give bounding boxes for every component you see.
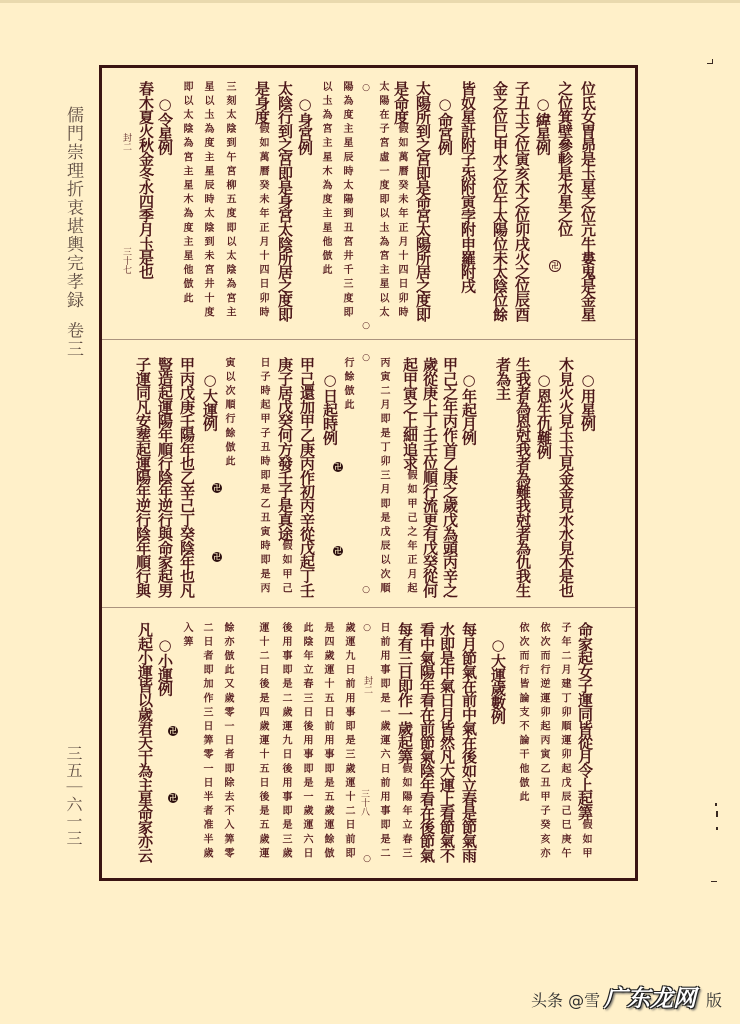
text-column xyxy=(555,81,575,236)
annotation-column xyxy=(512,622,532,805)
heading-text: ○日起時例 xyxy=(321,371,339,445)
annotation-text: 假如甲己 xyxy=(280,540,291,597)
section-heading xyxy=(200,371,220,430)
annotation-column xyxy=(336,81,356,321)
seal-icon: 卍 xyxy=(169,726,177,735)
text-column xyxy=(177,357,197,597)
section-heading xyxy=(533,95,553,154)
annotation-column xyxy=(373,357,393,597)
annotation-text: 星以圡為度主星辰時太陰到未宮井十度 xyxy=(202,81,213,321)
heading-text: ○緯星例 xyxy=(534,95,552,155)
column-text: 子運同凡安塟起運陽年逆行陰年順行與 xyxy=(134,357,152,597)
annotation-text: 歲運九日前用事即是三歲運十二日前即 xyxy=(343,622,354,862)
tier-divider-2 xyxy=(102,607,635,608)
text-column xyxy=(459,622,479,862)
column-text: 庚子居戊癸何方發壬子是真途 xyxy=(276,357,294,541)
annotation-column xyxy=(252,622,272,862)
text-column xyxy=(493,357,513,399)
annotation-text: 假如萬曆癸未年正月十四日卯時 xyxy=(396,123,407,321)
annotation-text: 入筭 xyxy=(181,622,192,651)
section-heading xyxy=(578,371,598,430)
leaf-number: 三十八 xyxy=(359,789,369,816)
annotation-text: 依次而行逆運卯起丙寅乙丑甲子癸亥亦 xyxy=(538,622,549,862)
column-text: 甲己之年丙作首乙庚之歲戊為頭丙辛之 xyxy=(441,357,459,597)
heading-text: ○大運歲數例 xyxy=(489,636,507,724)
column-text: 木見火火見圡圡見金金見水水見木是也 xyxy=(557,357,575,597)
watermark-prefix: 头条 @雪 xyxy=(531,991,601,1010)
annotation-column xyxy=(533,622,553,862)
heading-text: ○小運例 xyxy=(156,636,174,696)
text-column xyxy=(135,622,155,862)
annotation-column xyxy=(275,622,295,862)
text-column xyxy=(512,81,532,321)
scan-mark xyxy=(712,59,713,63)
annotation-text: 以圡為宮主星木為度主星他倣此 xyxy=(320,81,331,279)
column-text: 之位箕壁參軫是水星之位 xyxy=(556,81,574,237)
section-heading xyxy=(459,371,479,445)
column-text: 每有三日即作一歲起筭 xyxy=(396,622,414,764)
column-text: 每月節氣在前中氣在後如立春是節氣雨 xyxy=(460,622,478,862)
book-title-margin xyxy=(61,106,85,359)
volume-label: 卷三 xyxy=(63,321,83,359)
text-column xyxy=(440,357,460,597)
annotation-column xyxy=(372,81,392,321)
annotation-text: 依次而行皆論支不論干他倣此 xyxy=(517,622,528,806)
column-text: 命家起女子運同皆從月令上起筭 xyxy=(576,622,594,820)
column-text: 看中氣陽年看在前節氣陰年看在後節氣 xyxy=(418,622,436,862)
seal-icon: 卍 xyxy=(334,462,342,471)
text-column xyxy=(420,357,440,597)
heading-text: ○年起月例 xyxy=(460,371,478,445)
annotation-column xyxy=(196,622,216,862)
annotation-text: 寅以次順行餘倣此 xyxy=(223,357,234,470)
annotation-column xyxy=(373,622,393,862)
annotation-column xyxy=(253,357,273,597)
page-number: 三五｜六一三 xyxy=(64,745,83,847)
annotation-text: 太陽在子宮虛一度即以圡為宮主星以太 xyxy=(377,81,388,321)
column-text: 甲己還加甲乙庚丙作初丙辛從戊起丁壬 xyxy=(298,357,316,597)
text-column xyxy=(437,622,457,862)
text-column xyxy=(458,81,478,293)
text-column xyxy=(417,622,437,862)
text-column xyxy=(275,357,295,597)
column-text: 歲從庚上丁壬壬位順行流更有戊癸從何 xyxy=(421,357,439,597)
annotation-text: 日前用事即是一歲運六日前用事即是二 xyxy=(378,622,389,862)
section-heading xyxy=(155,95,175,154)
text-column xyxy=(513,357,533,597)
scan-top-edge xyxy=(0,0,740,3)
text-column xyxy=(490,81,510,321)
seal-outline-icon: 卍 xyxy=(549,260,561,272)
heading-text: ○令星例 xyxy=(156,95,174,155)
annotation-text: 陽為度主星辰時太陽到丑宮井千三度即 xyxy=(341,81,352,321)
section-heading xyxy=(155,636,175,695)
text-column xyxy=(391,81,411,321)
annotation-text: 是四歲運十五日前用事即是五歲運餘倣 xyxy=(322,622,333,862)
text-column xyxy=(297,357,317,597)
text-column xyxy=(556,357,576,597)
text-column xyxy=(578,81,598,321)
annotation-text: 日子時起甲子丑時即是乙丑寅時即是丙 xyxy=(258,357,269,597)
annotation-column xyxy=(338,622,358,862)
column-text: 起甲寅之上細追求 xyxy=(401,357,419,470)
column-text: 位氐女胃昴是圡星之位亢牛婁鬼是金星 xyxy=(579,81,597,321)
text-column xyxy=(252,81,272,321)
column-text: 皆奴星計附子炁附寅孛附申羅附戌 xyxy=(459,81,477,293)
column-text: 生我者為恩尅我者為難我尅者為仇我生 xyxy=(514,357,532,597)
text-column xyxy=(275,81,295,321)
seal-icon: 卍 xyxy=(213,552,221,561)
section-heading xyxy=(435,95,455,154)
column-text: 金之位巳申水之位午太陽位未太陰位餘 xyxy=(491,81,509,321)
annotation-column xyxy=(554,622,574,862)
annotation-text: 行餘倣此 xyxy=(342,357,353,414)
annotation-column xyxy=(197,81,217,321)
section-heading xyxy=(295,95,315,154)
column-text: 春木夏火秋金冬水四季月圡是也 xyxy=(137,81,155,279)
heading-text: ○命宮例 xyxy=(436,95,454,155)
text-column xyxy=(400,357,420,597)
scan-mark xyxy=(716,827,718,830)
scan-mark xyxy=(715,803,717,806)
column-text: 是身度 xyxy=(253,81,271,124)
annotation-column xyxy=(337,357,357,413)
annotation-text: 子年二月建丁卯順運卯起戊辰己巳庚午 xyxy=(559,622,570,862)
annotation-column xyxy=(219,81,239,321)
fold-mark: ○ xyxy=(362,623,372,633)
tier-divider-1 xyxy=(102,339,635,340)
section-heading xyxy=(534,371,554,459)
column-text: 甲丙戊庚壬陽年也乙辛己丁癸陰年也凡 xyxy=(178,357,196,597)
annotation-column xyxy=(317,622,337,862)
annotation-text: 三刻太陰到午宮柳五度即以太陰為宮主 xyxy=(224,81,235,321)
scan-mark xyxy=(707,63,713,64)
column-text: 是命度 xyxy=(392,81,410,124)
column-text: 凡起小運皆以歲君天干為主星命家亦云 xyxy=(136,622,154,862)
annotation-text: 假如萬曆癸未年正月十四日卯時 xyxy=(257,123,268,321)
annotation-text: 假如甲己之年正月起 xyxy=(405,469,416,597)
annotation-text: 假如甲 xyxy=(580,819,591,862)
text-column xyxy=(413,81,433,321)
text-column xyxy=(133,357,153,597)
annotation-column xyxy=(176,622,196,650)
fold-mark: ○ xyxy=(361,321,371,331)
annotation-text: 後用事即是二歲運九日後用事即是三歲 xyxy=(280,622,291,862)
section-heading xyxy=(488,636,508,724)
column-text: 子丑圡之位寅亥木之位卯戌火之位辰酉 xyxy=(513,81,531,321)
fold-mark: ○ xyxy=(362,854,372,864)
column-text: 者為主 xyxy=(494,357,512,400)
heading-text: ○身宮例 xyxy=(296,95,314,155)
annotation-text: 餘亦倣此又歲零一日者即除去不入筭零 xyxy=(222,622,233,862)
scan-mark xyxy=(716,811,718,817)
seal-icon: 卍 xyxy=(213,483,221,492)
seal-icon: 卍 xyxy=(169,793,177,802)
annotation-column xyxy=(296,622,316,862)
heading-text: ○用星例 xyxy=(579,371,597,431)
leaf-label: 封二 xyxy=(121,133,131,151)
scan-mark xyxy=(711,881,717,882)
text-column xyxy=(575,622,595,862)
annotation-text: 即以太陰為宮主星木為度主星他倣此 xyxy=(181,81,192,307)
fold-mark: ○ xyxy=(361,353,371,363)
fold-mark: ○ xyxy=(361,83,371,93)
text-column xyxy=(395,622,415,862)
annotation-text: 二日者即加作三日筭零一日半者准半歲 xyxy=(201,622,212,862)
annotation-text: 假如陽年立春三 xyxy=(400,763,411,862)
column-text: 豎造起運陽年順行陰年逆行與命家起男 xyxy=(156,357,174,597)
seal-icon: 卍 xyxy=(334,546,342,555)
annotation-column xyxy=(315,81,335,278)
section-heading xyxy=(320,371,340,445)
annotation-column xyxy=(218,357,238,470)
heading-text: ○大運例 xyxy=(201,371,219,431)
watermark-overlay: 广东龙网 xyxy=(604,986,696,1012)
annotation-text: 運十二日後是四歲運十五日後是五歲運 xyxy=(257,622,268,862)
text-column xyxy=(155,357,175,597)
heading-text: ○恩生仇難例 xyxy=(535,371,553,459)
column-text: 水即是中氣日月皆然凡大運上看節氣不 xyxy=(438,622,456,862)
watermark-suffix: 版 xyxy=(706,991,723,1010)
column-text: 太陽所到之宮即是命宮太陽所居之度即 xyxy=(414,81,432,321)
text-column xyxy=(136,81,156,278)
annotation-text: 此陰年立春三日後用事即是一歲運六日 xyxy=(301,622,312,862)
annotation-column xyxy=(217,622,237,862)
annotation-text: 丙寅二月即是丁卯三月即是戊辰以次順 xyxy=(378,357,389,597)
annotation-column xyxy=(176,81,196,307)
column-text: 太陰行到之宮即是身宮太陰所居之度即 xyxy=(276,81,294,321)
fold-mark: ○ xyxy=(361,585,371,595)
leaf-label: 封二 xyxy=(362,676,372,694)
book-title: 儒門崇理折衷堪輿完孝録 xyxy=(63,106,83,310)
leaf-number: 三十七 xyxy=(121,247,131,274)
